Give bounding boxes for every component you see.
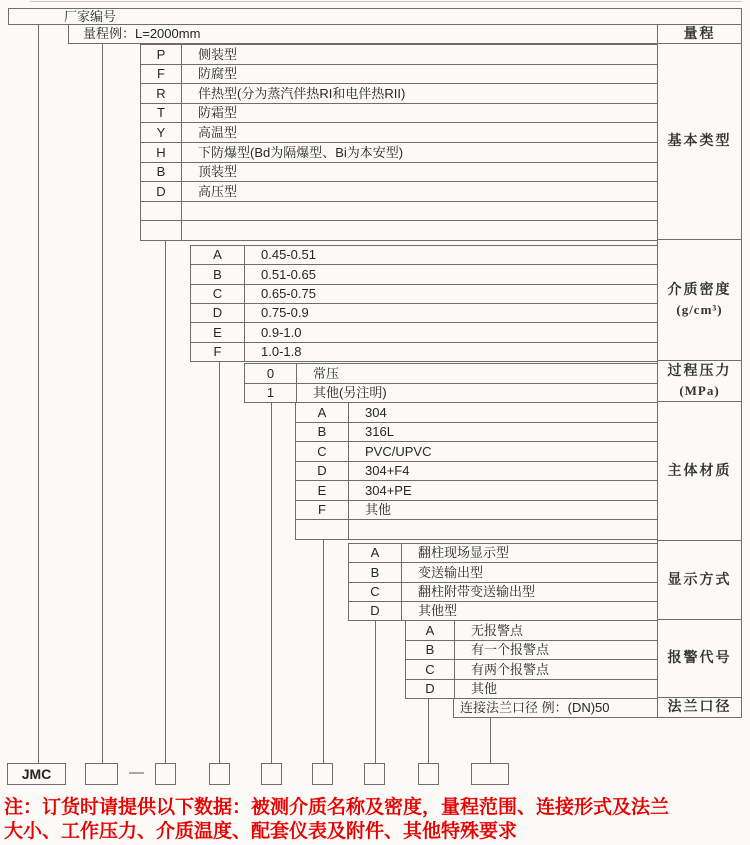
spec-code-cell: F [191,343,245,361]
section-label-basic_type [657,44,742,240]
spec-row [190,245,657,264]
spec-row [190,322,657,342]
spec-row [405,659,657,679]
spec-desc-cell: 其他 [471,681,498,696]
section-label-alarm_code [657,620,742,698]
spec-desc-cell: 翻柱现场显示型 [418,545,510,560]
flange-size-text: 连接法兰口径 例：(DN)50 [460,700,610,715]
spec-desc-cell: 0.9-1.0 [261,325,302,340]
spec-desc-cell: PVC/UPVC [365,444,432,459]
spec-desc-cell: 0.65-0.75 [261,286,316,301]
spec-row [140,44,657,64]
spec-desc-cell [182,221,657,240]
spec-code-cell: D [406,680,455,698]
spec-row [295,422,657,441]
section-label-text: 介质密度 [667,283,732,298]
spec-row [348,562,657,582]
connector-line [165,240,166,763]
spec-row [140,162,657,181]
spec-code-cell: E [191,323,245,342]
spec-code-cell: A [406,621,455,640]
order-note-line2: 大小、工作压力、介质温度、配套仪表及附件、其他特殊要求 [4,820,518,842]
spec-row [348,543,657,562]
spec-code-cell: B [406,641,455,659]
spec-code-cell: D [349,602,402,620]
spec-desc-cell: 304 [365,405,387,420]
spec-desc-cell: 有一个报警点 [471,642,550,657]
spec-code-cell: T [141,104,182,122]
factory-code-label: 厂家编号 [64,9,117,24]
connector-line [428,698,429,763]
connector-line [490,718,491,763]
connector-line [102,43,103,763]
spec-row [405,640,657,659]
spec-desc-cell: 防腐型 [198,66,238,81]
spec-row [405,620,657,640]
spec-code-cell: B [349,563,402,582]
spec-row [244,383,657,403]
spec-row [190,342,657,362]
order-note [4,796,748,843]
spec-code-cell: H [141,143,182,162]
spec-code-cell: C [349,583,402,601]
model-prefix-box [7,763,66,785]
spec-row [140,142,657,162]
spec-code-cell: A [191,246,245,264]
spec-row [190,284,657,303]
spec-desc-cell [349,520,657,539]
spec-code-cell [141,221,182,240]
spec-row [140,103,657,122]
spec-code-cell: C [296,442,349,461]
spec-desc-cell: 顶装型 [198,164,238,179]
spec-row [295,519,657,540]
spec-desc-cell: 常压 [313,366,340,381]
spec-row [348,582,657,601]
spec-desc-cell: 304+F4 [365,463,410,478]
spec-code-cell: P [141,45,182,64]
order-note-line1: 注：订货时请提供以下数据：被测介质名称及密度，量程范围、连接形式及法兰 [4,797,670,818]
spec-row [295,402,657,422]
spec-desc-cell: 翻柱附带变送输出型 [418,584,536,599]
model-code-box [312,763,333,785]
spec-code-cell: D [296,462,349,480]
section-label-process_pressure [657,361,742,402]
section-label-body_material [657,402,742,541]
range-example-row [68,25,657,44]
model-code-box [155,763,176,785]
spec-code-cell: E [296,481,349,500]
spec-row [348,601,657,621]
spec-desc-cell: 防霜型 [198,105,238,120]
spec-row [295,500,657,519]
section-label-text: 基本类型 [667,134,732,149]
spec-code-cell: C [191,285,245,303]
spec-row [190,264,657,284]
spec-code-cell [141,202,182,220]
spec-row [190,303,657,322]
section-label-text: 过程压力 [667,364,732,379]
range-label-box [657,25,742,44]
connector-line [323,539,324,763]
spec-desc-cell: 无报警点 [471,623,524,638]
spec-desc-cell: 304+PE [365,483,412,498]
spec-code-cell: A [349,544,402,562]
top-border-line [30,1,742,2]
section-label-text: 报警代号 [667,651,732,666]
flange-size-row [453,698,657,718]
section-label-text: 显示方式 [667,572,732,588]
spec-row [295,480,657,500]
range-example-text: 量程例：L=2000mm [83,26,201,41]
spec-desc-cell [182,202,657,220]
spec-desc-cell: 1.0-1.8 [261,344,302,359]
factory-code-row [8,8,742,25]
spec-desc-cell: 有两个报警点 [471,662,550,677]
spec-desc-cell: 伴热型(分为蒸汽伴热RI和电伴热RII) [198,86,406,101]
spec-code-cell: D [141,182,182,201]
spec-code-cell: 1 [245,384,297,402]
spec-row [140,220,657,241]
spec-row [295,461,657,480]
spec-code-cell: B [191,265,245,284]
connector-line [219,361,220,763]
spec-row [295,441,657,461]
model-code-box [418,763,439,785]
flange-label-box [657,698,742,718]
section-label-display_mode [657,541,742,620]
spec-desc-cell: 高温型 [198,125,238,140]
model-code-box [209,763,230,785]
spec-code-cell: 0 [245,364,297,383]
model-code-box [364,763,385,785]
spec-desc-cell: 其他型 [418,603,458,618]
spec-desc-cell: 0.51-0.65 [261,267,316,282]
spec-row [405,679,657,699]
spec-row [140,64,657,83]
spec-code-cell [296,520,349,539]
spec-desc-cell: 316L [365,424,394,439]
spec-row [140,122,657,142]
section-label-unit: (MPa) [679,383,720,398]
spec-row [244,363,657,383]
spec-code-cell: A [296,403,349,422]
spec-code-cell: D [191,304,245,322]
spec-code-cell: C [406,660,455,679]
model-separator-text: — [129,764,144,781]
model-code-box [261,763,282,785]
connector-line [375,620,376,763]
section-label-medium_density [657,240,742,361]
spec-row [140,181,657,201]
range-label-text: 量程 [683,26,716,42]
spec-code-cell: F [141,65,182,83]
model-code-box [85,763,118,785]
spec-desc-cell: 0.45-0.51 [261,247,316,262]
spec-code-cell: B [141,163,182,181]
section-label-unit: (g/cm³) [676,302,723,317]
spec-desc-cell: 0.75-0.9 [261,305,309,320]
spec-row [140,201,657,220]
spec-desc-cell: 高压型 [198,184,238,199]
flange-label-text: 法兰口径 [667,699,732,715]
spec-code-cell: Y [141,123,182,142]
spec-desc-cell: 下防爆型(Bd为隔爆型、Bi为本安型) [198,145,404,160]
spec-code-cell: R [141,84,182,103]
spec-code-cell: B [296,423,349,441]
spec-desc-cell: 侧装型 [198,47,238,62]
spec-desc-cell: 变送输出型 [418,565,484,580]
spec-row [140,83,657,103]
section-label-text: 主体材质 [667,463,732,479]
model-separator [116,763,157,785]
model-prefix-text: JMC [21,766,52,782]
spec-code-cell: F [296,501,349,519]
model-code-box [471,763,509,785]
spec-desc-cell: 其他 [365,502,392,517]
connector-line [271,402,272,763]
spec-desc-cell: 其他(另注明) [313,385,387,400]
connector-line [38,25,39,763]
